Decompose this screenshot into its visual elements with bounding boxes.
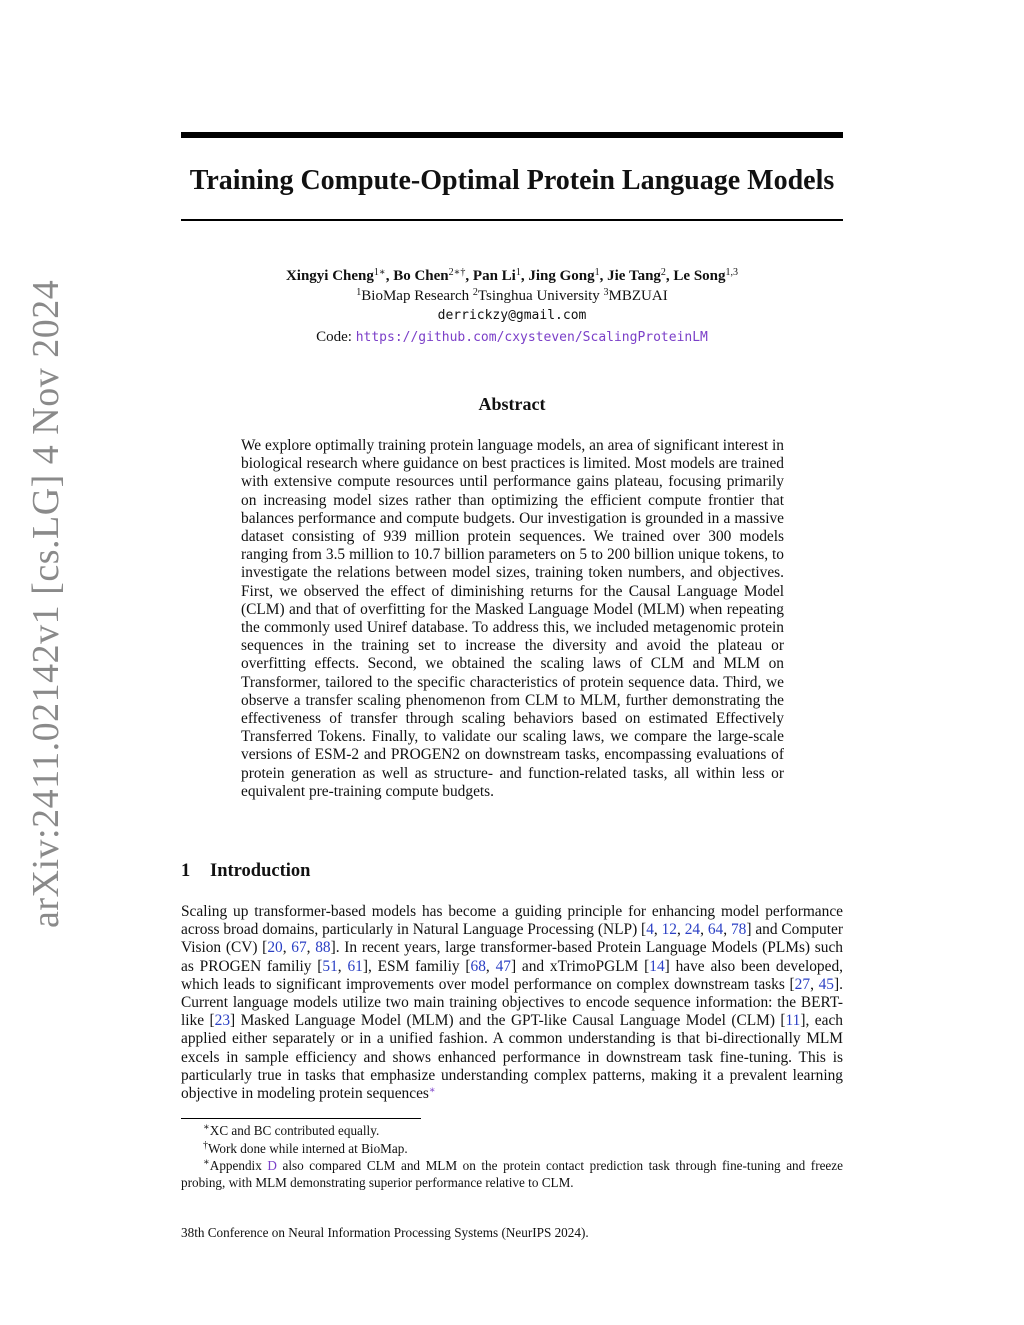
intro-text: ] Masked Language Model (MLM) and the GPT-like Causal Language Model (CLM) [	[230, 1012, 786, 1030]
citation-separator: ,	[723, 921, 731, 939]
abstract-heading: Abstract	[478, 394, 546, 414]
author-affil-mark: 1	[594, 267, 600, 278]
footnote-equal-contribution	[181, 1122, 843, 1139]
footnote-mark: ∗	[203, 1157, 210, 1168]
abstract-body: We explore optimally training protein language models, an area of significant interest in biological research where guidance on best practices is limited. Most models are trained with extensive compute resources until performance gains plateau, focusing primarily on increasing model sizes rather than optimizing the efficient compute frontier that balances performance and compute budgets. Our investigation is grounded in a massive dataset consisting of 939 million protein sequences. We trained over 300 models ranging from 3.5 million to 10.7 billion parameters on 5 to 200 billion unique tokens, to investigate the relations between model sizes, training token numbers, and objectives. First, we observed the effect of diminishing returns for the Causal Language Model (CLM) and that of overfitting for the Masked Language Model (MLM) when repeating the commonly used Uniref database. To address this, we included metagenomic protein sequences in the training set to increase the diversity and avoid the plateau or overfitting effects. Second, we obtained the scaling laws of CLM and MLM on Transformer, tailored to the specific characteristics of protein sequence data. Third, we observe a transfer scaling phenomenon from CLM to MLM, further demonstrating the effectiveness of transfer through scaling behaviors based on estimated Effectively Transferred Tokens. Finally, to validate our scaling laws, we compare the large-scale versions of ESM-2 and PROGEN2 on downstream tasks, encompassing evaluations of protein generation as well as structure- and function-related tasks, all within less or equivalent pre-training compute budgets.	[241, 437, 784, 800]
code-line	[181, 327, 843, 348]
author-name: Xingyi Cheng	[285, 268, 374, 284]
citation-link[interactable]: 78	[730, 921, 747, 939]
section-title: Introduction	[210, 861, 311, 881]
title-top-rule	[181, 132, 843, 138]
citation-link[interactable]: 88	[315, 939, 331, 957]
author-name: Jing Gong	[528, 268, 595, 284]
citation-link[interactable]: 24	[684, 921, 701, 939]
title-bottom-rule	[181, 219, 843, 221]
footnote-internship	[181, 1140, 843, 1157]
footnote-text: XC and BC contributed equally.	[209, 1123, 380, 1138]
citation-link[interactable]: 45	[818, 975, 834, 993]
footnote-separator-rule	[181, 1118, 421, 1119]
citation-link[interactable]: 12	[661, 921, 677, 939]
affiliation-list	[181, 286, 843, 306]
intro-text: ] and xTrimoPGLM [	[510, 957, 650, 975]
intro-text: ] and Computer Vision (CV) [	[181, 921, 843, 957]
footnote-mark-link[interactable]: ∗	[428, 1085, 436, 1097]
footnote-text: Work done while interned at BioMap.	[208, 1141, 408, 1156]
footnote-text: Appendix	[209, 1158, 268, 1173]
author-affil-mark: 2∗†	[448, 267, 466, 278]
affiliation-name: BioMap Research	[361, 288, 470, 304]
contact-email[interactable]: derrickzy@gmail.com	[437, 308, 587, 323]
citation-link[interactable]: 61	[347, 957, 363, 975]
intro-text: ] have also been developed, which leads to significant improvements over model performance on complex downstream tasks [	[181, 957, 844, 993]
arxiv-identifier-stamp: arXiv:2411.02142v1 [cs.LG] 4 Nov 2024	[25, 279, 67, 928]
citation-link[interactable]: 27	[794, 975, 811, 993]
author-affil-mark: 1,3	[725, 267, 739, 278]
intro-text: ]. Current language models utilize two main training objectives to encode sequence information: the BERT-like [	[181, 975, 843, 1030]
footnote-text: also compared CLM and MLM on the protein contact prediction task through fine-tuning and freeze probing, with MLM demonstrating superior performance relative to CLM.	[181, 1158, 843, 1190]
intro-text: Scaling up transformer-based models has become a guiding principle for enhancing model performance across broad domains, particularly in Natural Language Processing (NLP) [	[181, 903, 843, 939]
citation-separator: ,	[485, 957, 496, 975]
intro-text: ]. In recent years, large transformer-based Protein Language Models (PLMs) such as PROGEN familiy [	[181, 939, 843, 975]
affiliation-mark: 2	[472, 287, 478, 298]
author-name: Pan Li	[472, 268, 516, 284]
citation-link[interactable]: 11	[785, 1012, 801, 1030]
author-name: Le Song	[673, 268, 726, 284]
author-affil-mark: 2	[660, 267, 666, 278]
intro-text: ], ESM familiy [	[362, 957, 471, 975]
citation-link[interactable]: 51	[322, 957, 338, 975]
affiliation-name: Tsinghua University	[477, 288, 600, 304]
paper-title: Training Compute-Optimal Protein Language Models	[189, 165, 835, 196]
citation-separator: ,	[337, 957, 348, 975]
citation-separator: ,	[282, 939, 292, 957]
intro-text: ], each applied either separately or in a unified fashion. A common understanding is that bi-directionally MLM excels in sample efficiency and shows enhanced performance in downstream task fine-tuning. This is particularly true in tasks that emphasize understanding complex patterns, making it a prevalent learning objective in modeling protein sequences	[181, 1012, 843, 1103]
author-affil-mark: 1∗	[373, 267, 386, 278]
code-repository-link[interactable]: https://github.com/cxysteven/ScalingProteinLM	[355, 330, 708, 345]
code-label: Code:	[316, 329, 352, 345]
citation-link[interactable]: 64	[707, 921, 724, 939]
citation-link[interactable]: 67	[291, 939, 307, 957]
author-name: Bo Chen	[393, 268, 449, 284]
citation-link[interactable]: 68	[470, 957, 486, 975]
footnote-mark: †	[203, 1140, 208, 1151]
introduction-paragraph	[181, 903, 843, 1103]
author-name: Jie Tang	[607, 268, 661, 284]
section-number: 1	[181, 861, 191, 881]
author-affil-mark: 1	[515, 267, 521, 278]
citation-separator: ,	[653, 921, 662, 939]
citation-link[interactable]: 4	[646, 921, 654, 939]
author-list: Xingyi Cheng$^{1∗}$, Bo Chen$^{2∗\dagger}$, Pan Li$^1$, Jing Gong$^1$, Jie Tang$^2$, Le Song$^{1,3}$	[285, 267, 739, 284]
footnote-appendix	[181, 1157, 843, 1191]
affiliation-mark: 3	[603, 287, 609, 298]
citation-link[interactable]: 14	[649, 957, 665, 975]
citation-separator: ,	[700, 921, 708, 939]
citation-separator: ,	[677, 921, 685, 939]
section-heading-introduction	[181, 860, 310, 882]
citation-link[interactable]: 23	[214, 1012, 231, 1030]
affiliation-mark: 1	[356, 287, 362, 298]
citation-link[interactable]: 20	[267, 939, 283, 957]
appendix-link[interactable]: D	[267, 1158, 277, 1173]
footnote-mark: ∗	[203, 1122, 210, 1133]
citation-separator: ,	[810, 975, 819, 993]
affiliation-name: MBZUAI	[608, 288, 668, 304]
conference-venue-note: 38th Conference on Neural Information Processing Systems (NeurIPS 2024).	[181, 1225, 589, 1240]
citation-separator: ,	[306, 939, 316, 957]
citation-link[interactable]: 47	[495, 957, 511, 975]
